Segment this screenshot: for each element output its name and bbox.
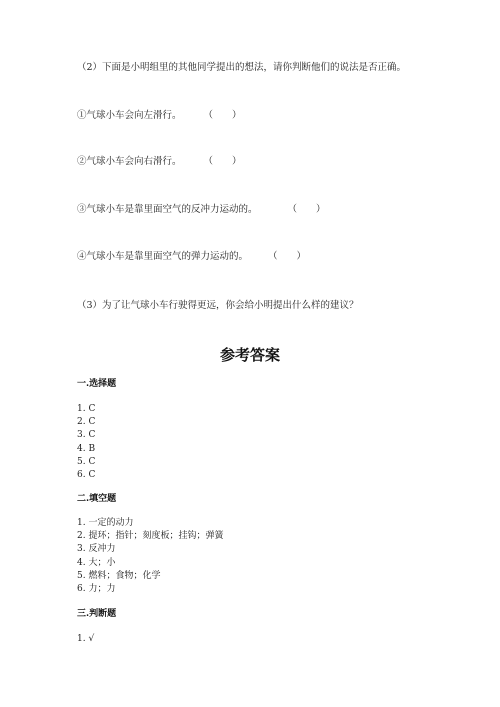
list-item: 2. 提环；指针；刻度板；挂钩；弹簧: [77, 531, 224, 542]
statement-2-text: ②气球小车会向右滑行。: [77, 156, 182, 167]
statement-4-answer-blank: （ ）: [268, 251, 307, 262]
statement-3-answer-blank: （ ）: [287, 204, 326, 215]
section-heading-true-false: 三.判断题: [77, 609, 117, 619]
statement-1-text: ①气球小车会向左滑行。: [77, 110, 182, 121]
statement-4: [77, 251, 306, 263]
list-item: 3. C: [77, 430, 96, 441]
list-item: 5. C: [77, 456, 96, 467]
list-item: 1. C: [77, 404, 96, 414]
list-item: 4. B: [77, 443, 96, 454]
true-false-answers-list: [77, 633, 94, 646]
statement-2-answer-blank: （ ）: [203, 156, 242, 167]
list-item: 6. 力；力: [77, 583, 116, 594]
list-item: 2. C: [77, 417, 96, 428]
list-item: 3. 反冲力: [77, 544, 116, 555]
list-item: 1. √: [77, 634, 95, 644]
section-heading-fill-blank: 二.填空题: [77, 494, 117, 504]
statement-1: [77, 110, 242, 122]
section-heading-choice: 一.选择题: [77, 379, 117, 389]
list-item: 6. C: [77, 469, 96, 480]
statement-1-answer-blank: （ ）: [203, 110, 242, 121]
statement-3: [77, 204, 326, 216]
list-item: 4. 大；小: [77, 557, 116, 568]
answer-key-title: 参考答案: [219, 346, 280, 364]
statement-3-text: ③气球小车是靠里面空气的反冲力运动的。: [77, 204, 258, 215]
list-item: 5. 燃料；食物；化学: [77, 570, 161, 581]
statement-2: [77, 156, 242, 168]
fill-blank-answers-list: [77, 517, 223, 596]
choice-answers-list: [77, 403, 95, 482]
question-3: （3）为了让气球小车行驶得更远，你会给小明提出什么样的建议？: [77, 300, 359, 311]
question-2-intro: （2）下面是小明组里的其他同学提出的想法，请你判断他们的说法是否正确。: [77, 62, 407, 73]
list-item: 1. 一定的动力: [77, 518, 134, 528]
statement-4-text: ④气球小车是靠里面空气的弹力运动的。: [77, 251, 249, 262]
